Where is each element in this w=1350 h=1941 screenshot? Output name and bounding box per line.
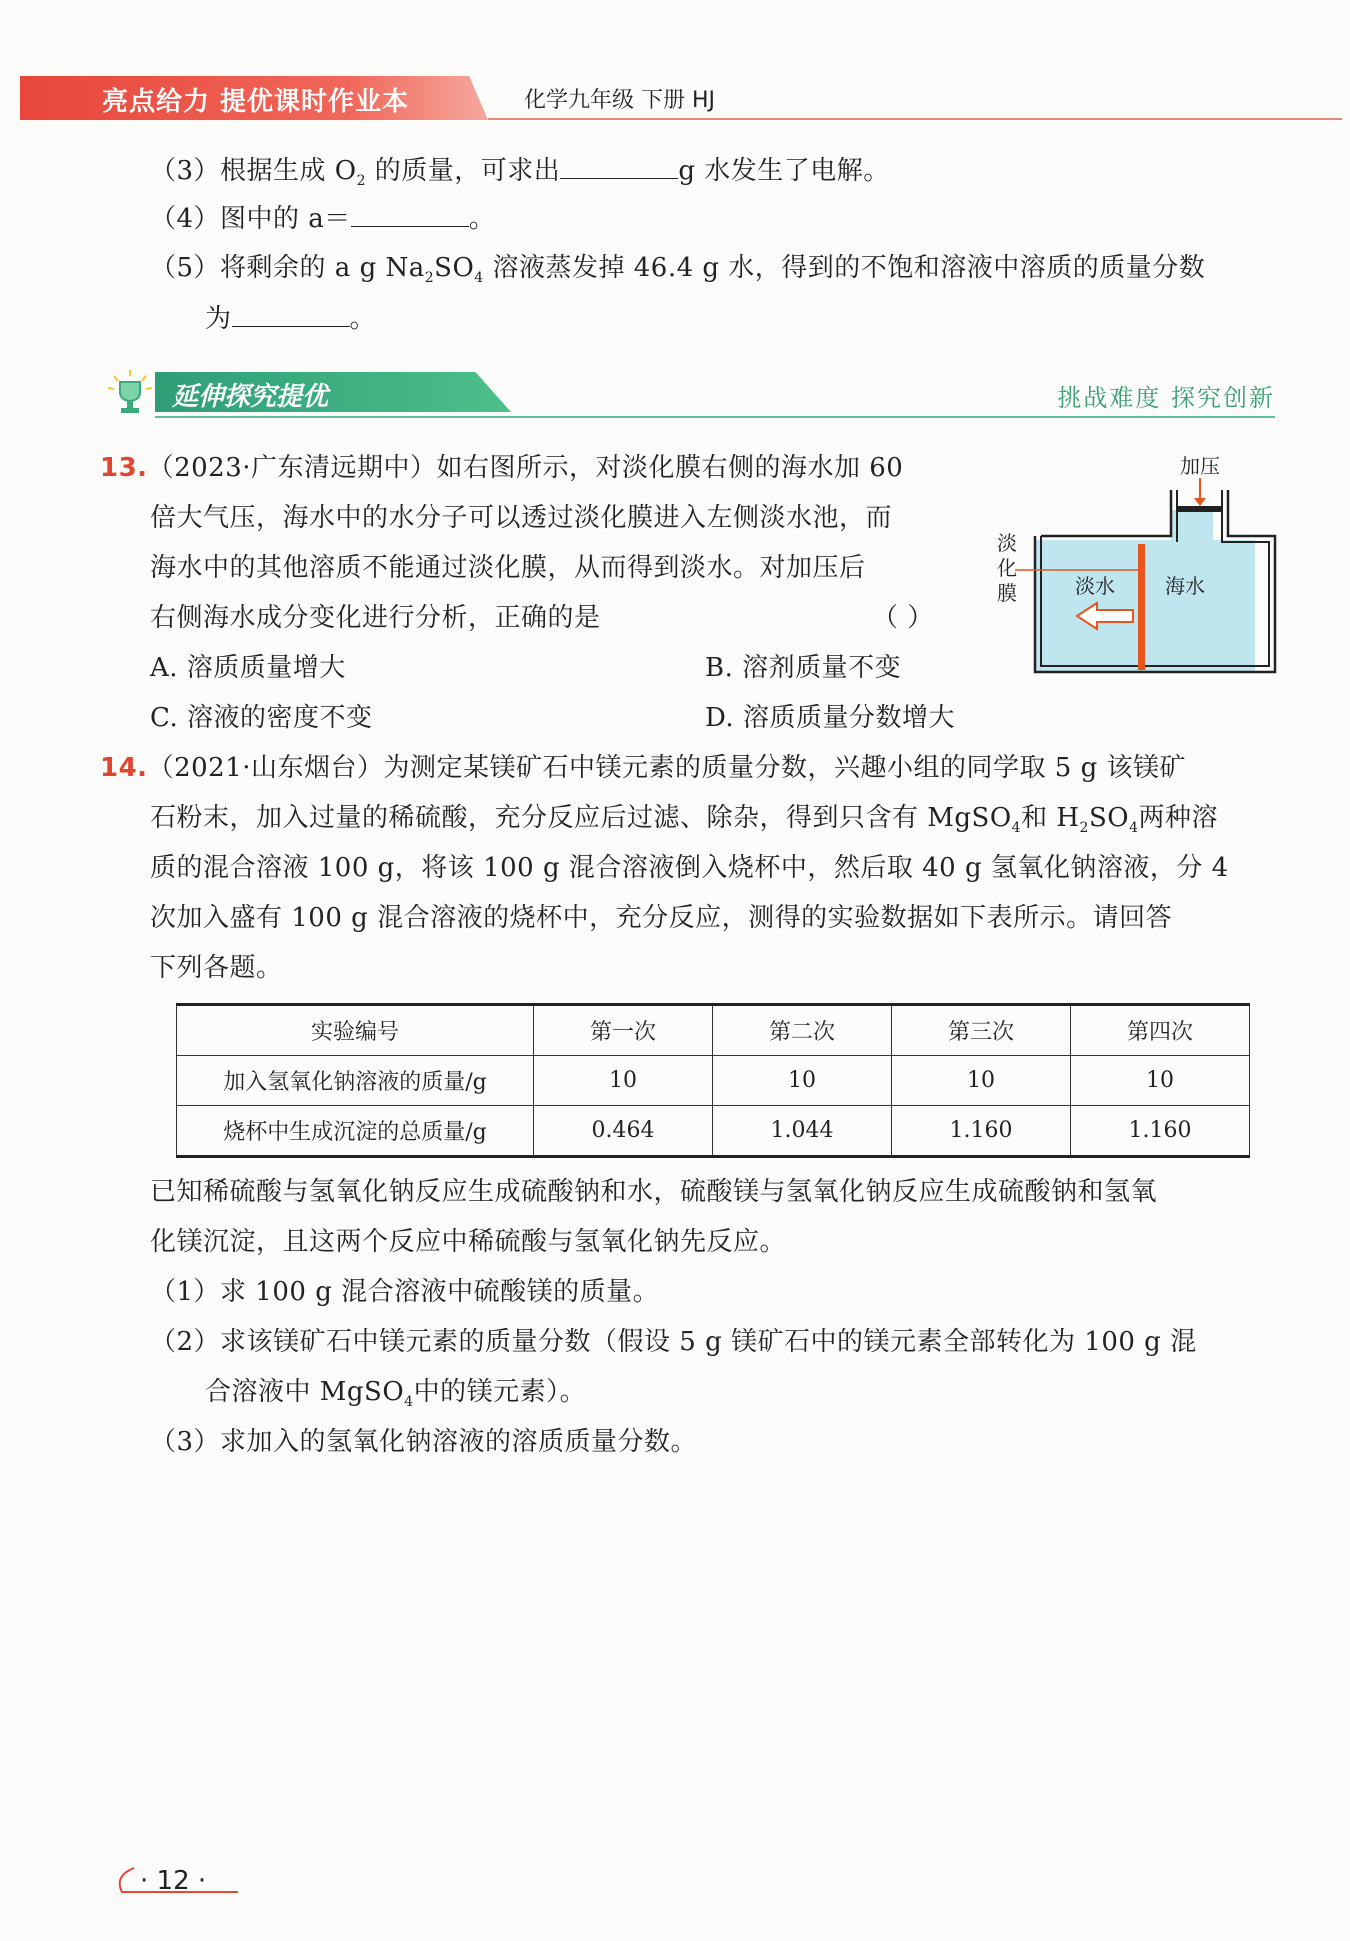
- q14-sub2-cont: [205, 1374, 586, 1420]
- table-header-row: [177, 1005, 1250, 1056]
- table-header-cell: 第二次: [713, 1005, 892, 1056]
- q13-line4: 右侧海水成分变化进行分析，正确的是: [150, 603, 601, 633]
- desalination-diagram: [985, 448, 1280, 688]
- table-header-cell: 第三次: [892, 1005, 1071, 1056]
- q12-part3-sub: 2: [356, 173, 367, 190]
- q12-part3-text-c: g 水发生了电解。: [678, 156, 890, 186]
- q12-part4: [150, 200, 495, 237]
- q12-part5-text-b: SO: [434, 253, 475, 283]
- q14-sub-b: 2: [1079, 820, 1089, 837]
- table-row: [177, 1056, 1250, 1106]
- q14-line1: [100, 750, 1186, 786]
- q14-sub3: （3）求加入的氢氧化钠溶液的溶质质量分数。: [150, 1427, 698, 1457]
- q12-part5: [150, 250, 1205, 296]
- membrane-label: 淡化膜: [997, 531, 1017, 605]
- table-header-cell: 实验编号: [177, 1005, 534, 1056]
- q13-number: 13.: [100, 453, 148, 483]
- table-cell: 加入氢氧化钠溶液的质量/g: [177, 1056, 534, 1106]
- page-number: · 12 ·: [140, 1866, 207, 1896]
- section-title: 延伸探究提优: [172, 382, 329, 412]
- q14-sub-a: 4: [1011, 820, 1022, 837]
- q14-sub-c: 4: [1129, 820, 1139, 837]
- q14-line2: [150, 800, 1218, 846]
- table-header-cell: 第一次: [534, 1005, 713, 1056]
- q13-text-1: （2023·广东清远期中）如右图所示，对淡化膜右侧的海水加 60: [147, 453, 904, 483]
- q14-para1: 已知稀硫酸与氢氧化钠反应生成硫酸钠和水，硫酸镁与氢氧化钠反应生成硫酸钠和氢氧: [150, 1177, 1158, 1207]
- header-rule: [488, 118, 1342, 120]
- table-cell: 0.464: [534, 1106, 713, 1157]
- q12-part5-sub1: 2: [424, 270, 435, 287]
- q12-part3-text-a: （3）根据生成 O: [150, 156, 357, 186]
- table-header-cell: 第四次: [1071, 1005, 1250, 1056]
- table-row: [177, 1106, 1250, 1157]
- q14-line4: 次加入盛有 100 g 混合溶液的烧杯中，充分反应，测得的实验数据如下表所示。请回答: [150, 903, 1173, 933]
- q12-part5-text-e: 。: [349, 304, 377, 334]
- q14-sub2-sub: 4: [404, 1394, 414, 1411]
- q14-sub2: （2）求该镁矿石中镁元素的质量分数（假设 5 g 镁矿石中的镁元素全部转化为 100 g 混: [150, 1327, 1197, 1357]
- q14-line3: 质的混合溶液 100 g，将该 100 g 混合溶液倒入烧杯中，然后取 40 g 氢氧化钠溶液，分 4: [150, 853, 1229, 883]
- q13-answer-bracket[interactable]: （ ）: [872, 603, 934, 633]
- q14-para2: 化镁沉淀，且这两个反应中稀硫酸与氢氧化钠先反应。: [150, 1227, 787, 1257]
- table-cell: 烧杯中生成沉淀的总质量/g: [177, 1106, 534, 1157]
- q14-number: 14.: [100, 753, 148, 783]
- trophy-icon: [100, 366, 160, 418]
- section-tagline: 挑战难度 探究创新: [1057, 384, 1275, 412]
- q14-sub2-text-a: 合溶液中 MgSO: [205, 1377, 405, 1407]
- q12-part3-text-b: 的质量，可求出: [366, 156, 561, 186]
- pressure-label: 加压: [1180, 454, 1220, 478]
- q13-option-c[interactable]: C. 溶液的密度不变: [150, 703, 373, 733]
- q12-part3: [150, 152, 890, 199]
- q14-sub2-text-b: 中的镁元素）。: [413, 1377, 587, 1407]
- q12-part4-text-a: （4）图中的 a＝: [150, 204, 351, 234]
- table-cell: 1.044: [713, 1106, 892, 1157]
- q13-option-a[interactable]: A. 溶质质量增大: [150, 653, 346, 683]
- table-cell: 10: [1071, 1056, 1250, 1106]
- q14-line5: 下列各题。: [150, 953, 283, 983]
- q13-line2: 倍大气压，海水中的水分子可以透过淡化膜进入左侧淡水池，而: [150, 503, 893, 533]
- q14-text-2b: 和 H: [1021, 803, 1080, 833]
- q13-option-d[interactable]: D. 溶质质量分数增大: [705, 703, 955, 733]
- q14-text-2a: 石粉末，加入过量的稀硫酸，充分反应后过滤、除杂，得到只含有 MgSO: [150, 803, 1012, 833]
- table-cell: 10: [713, 1056, 892, 1106]
- q12-part5-cont: [205, 300, 376, 337]
- q12-part5-sub2: 4: [474, 270, 484, 287]
- section-rule: [155, 416, 1275, 418]
- header-subject: 化学九年级 下册 HJ: [524, 88, 716, 113]
- q12-part5-text-d: 为: [205, 304, 232, 334]
- experiment-table: [176, 1003, 1250, 1158]
- q12-part5-text-a: （5）将剩余的 a g Na: [150, 253, 425, 283]
- answer-blank[interactable]: [560, 152, 678, 179]
- q14-sub1: （1）求 100 g 混合溶液中硫酸镁的质量。: [150, 1277, 660, 1307]
- q12-part4-text-b: 。: [468, 204, 496, 234]
- q13-line3: 海水中的其他溶质不能通过淡化膜，从而得到淡水。对加压后: [150, 553, 866, 583]
- q14-text-2c: SO: [1088, 803, 1130, 833]
- table-cell: 1.160: [892, 1106, 1071, 1157]
- table-cell: 10: [534, 1056, 713, 1106]
- q13-line1: [100, 450, 903, 486]
- answer-blank[interactable]: [232, 300, 350, 327]
- table-cell: 1.160: [1071, 1106, 1250, 1157]
- q12-part5-text-c: 溶液蒸发掉 46.4 g 水，得到的不饱和溶液中溶质的质量分数: [483, 253, 1206, 283]
- section-header: [100, 366, 1275, 418]
- answer-blank[interactable]: [351, 200, 469, 227]
- q13-option-b[interactable]: B. 溶剂质量不变: [705, 653, 902, 683]
- table-cell: 10: [892, 1056, 1071, 1106]
- fresh-water-label: 淡水: [1075, 574, 1115, 598]
- q14-text-1: （2021·山东烟台）为测定某镁矿石中镁元素的质量分数，兴趣小组的同学取 5 g 该镁矿: [147, 753, 1186, 783]
- q14-text-2d: 两种溶: [1138, 803, 1219, 833]
- page-header: [20, 76, 1342, 120]
- sea-water-label: 海水: [1165, 574, 1205, 598]
- header-title: 亮点给力 提优课时作业本: [102, 87, 410, 117]
